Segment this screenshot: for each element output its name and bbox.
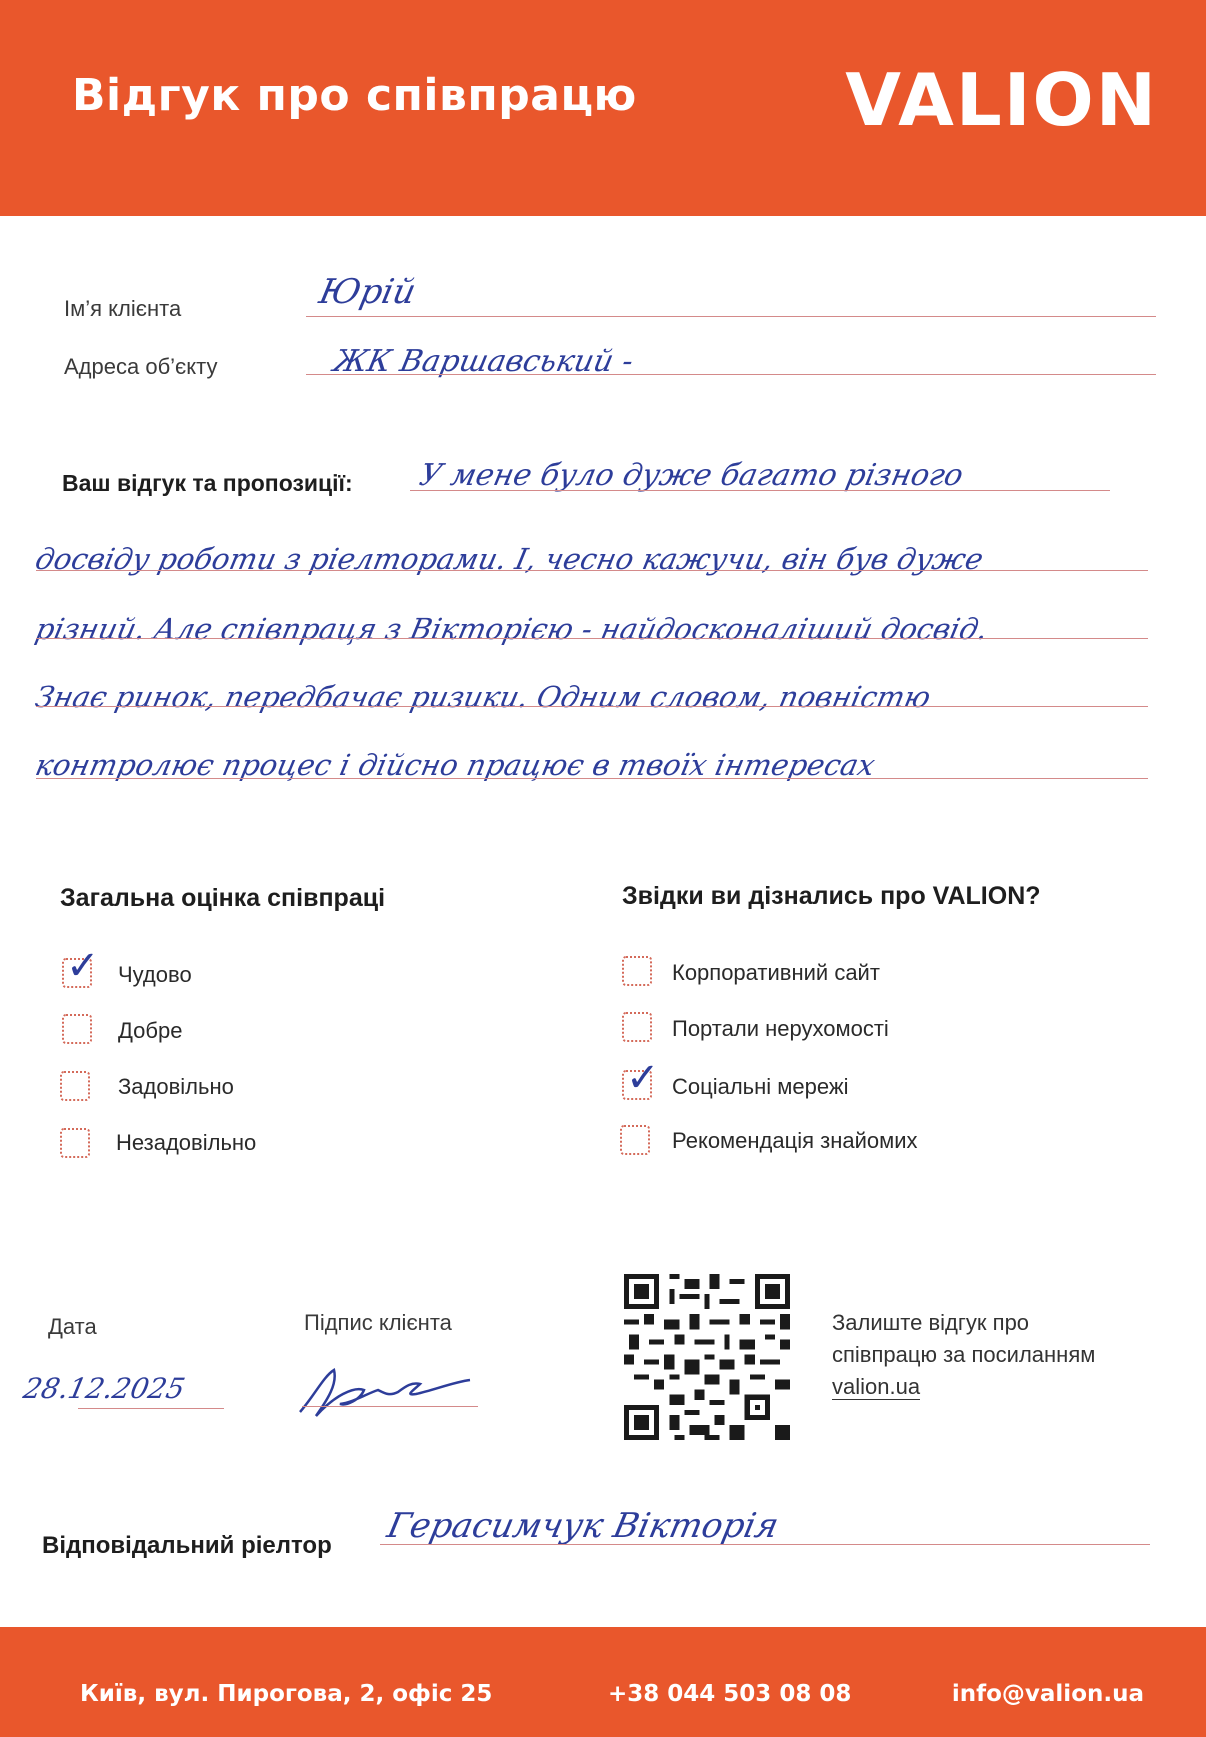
rating-checkbox-excellent[interactable] — [62, 943, 100, 989]
source-option-website: Корпоративний сайт — [672, 960, 880, 985]
page-title: Відгук про співпрацю — [72, 70, 637, 121]
address-value: ЖК Варшавський - — [330, 344, 637, 379]
qr-text-line-1: Залиште відгук про — [832, 1310, 1030, 1335]
footer-email[interactable]: info@valion.ua — [951, 1681, 1144, 1707]
rating-title: Загальна оцінка співпраці — [60, 884, 386, 912]
client-name-label: Ім’я клієнта — [64, 296, 182, 321]
footer-bar — [0, 1627, 1206, 1737]
client-name-value: Юрій — [315, 272, 420, 312]
feedback-line-4: Знає ринок, передбачає ризики. Одним словом, повністю — [32, 680, 934, 714]
rating-option-satisfactory: Задовільно — [118, 1074, 234, 1099]
realtor-line — [380, 1544, 1150, 1545]
check-mark-icon: ✓ — [626, 1055, 660, 1101]
rating-option-unsatisfactory: Незадовільно — [116, 1130, 257, 1155]
footer-phone[interactable]: +38 044 503 08 08 — [608, 1681, 852, 1707]
rating-checkbox-good[interactable] — [62, 1014, 92, 1044]
rating-checkbox-unsatisfactory[interactable] — [60, 1128, 90, 1158]
signature-line — [302, 1406, 478, 1407]
feedback-rule-2 — [36, 570, 1148, 571]
feedback-rule-5 — [36, 778, 1148, 779]
brand-logo: VALION — [845, 58, 1158, 142]
feedback-rule-1 — [410, 490, 1110, 491]
source-option-portals: Портали нерухомості — [672, 1016, 889, 1041]
source-checkbox-social[interactable] — [622, 1055, 660, 1101]
feedback-line-1: У мене було дуже багато різного — [416, 458, 967, 493]
feedback-line-3: різний. Але співпраця з Вікторією - найдосконаліший досвід. — [32, 612, 991, 646]
source-checkbox-recommendation[interactable] — [620, 1125, 650, 1155]
source-option-social: Соціальні мережі — [672, 1074, 849, 1099]
header-bar — [0, 0, 1206, 216]
footer-address: Київ, вул. Пирогова, 2, офіс 25 — [80, 1681, 493, 1707]
rating-option-excellent: Чудово — [118, 962, 192, 987]
qr-code-icon — [624, 1274, 790, 1440]
feedback-rule-3 — [36, 638, 1148, 639]
source-option-recommendation: Рекомендація знайомих — [672, 1128, 918, 1153]
rating-option-good: Добре — [118, 1018, 183, 1043]
feedback-rule-4 — [36, 706, 1148, 707]
feedback-line-5: контролює процес і дійсно працює в твоїх інтересах — [32, 748, 879, 782]
website-link[interactable]: valion.ua — [832, 1374, 921, 1399]
address-label: Адреса об’єкту — [64, 354, 218, 379]
address-line — [306, 374, 1156, 375]
source-checkbox-portals[interactable] — [622, 1012, 652, 1042]
date-line — [78, 1408, 224, 1409]
feedback-line-2: досвіду роботи з ріелторами. І, чесно кажучи, він був дуже — [32, 542, 987, 576]
check-mark-icon: ✓ — [66, 943, 100, 989]
source-checkbox-website[interactable] — [622, 956, 652, 986]
client-name-line — [306, 316, 1156, 317]
rating-checkbox-satisfactory[interactable] — [60, 1071, 90, 1101]
source-title: Звідки ви дізнались про VALION? — [622, 882, 1041, 910]
realtor-value: Герасимчук Вікторія — [383, 1506, 783, 1546]
signature-label: Підпис клієнта — [304, 1310, 452, 1335]
date-label: Дата — [48, 1314, 97, 1339]
realtor-label: Відповідальний ріелтор — [42, 1532, 332, 1559]
client-signature-icon — [294, 1356, 474, 1426]
feedback-label: Ваш відгук та пропозиції: — [62, 470, 353, 496]
date-value: 28.12.2025 — [20, 1372, 188, 1405]
qr-text-line-2: співпрацю за посиланням — [832, 1342, 1096, 1367]
